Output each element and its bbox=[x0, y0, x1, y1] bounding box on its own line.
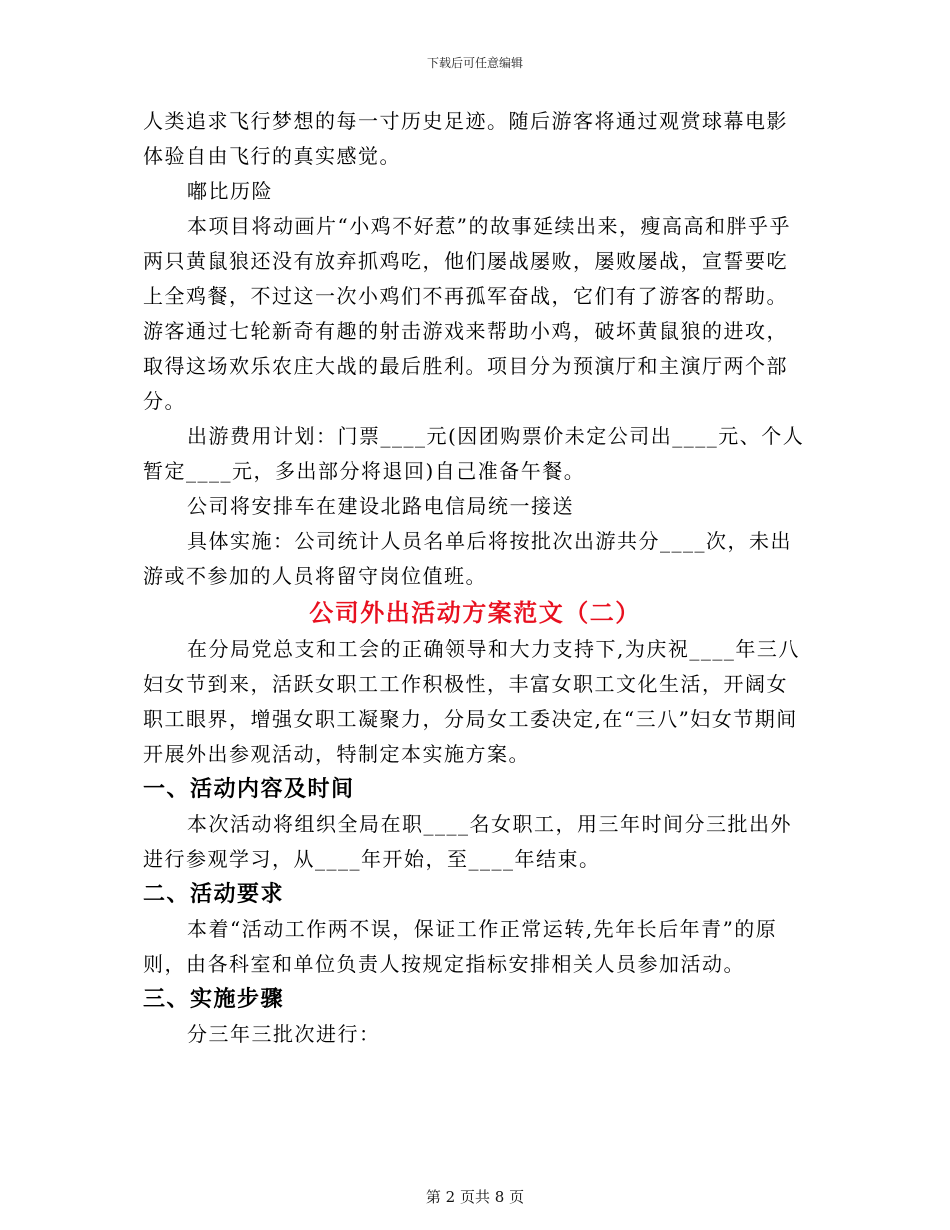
paragraph: 本着“活动工作两不误，保证工作正常运转,先年长后年青”的原则，由各科室和单位负责人按规定指标安排相关人员参加活动。 bbox=[143, 917, 778, 976]
paragraph-cost-plan: 出游费用计划：门票____元(因团购票价未定公司出____元、个人暂定____元，多出部分将退回)自己准备午餐。 bbox=[143, 424, 805, 483]
paragraph: 人类追求飞行梦想的每一寸历史足迹。随后游客将通过观赏球幕电影体验自由飞行的真实感觉。 bbox=[143, 109, 788, 168]
paragraph-implementation: 具体实施：公司统计人员名单后将按批次出游共分____次，未出游或不参加的人员将留守岗位值班。 bbox=[143, 529, 792, 588]
paragraph: 本项目将动画片“小鸡不好惹”的故事延续出来，瘦高高和胖乎乎两只黄鼠狼还没有放弃抓鸡吃，他们屡战屡败，屡败屡战，宣誓要吃上全鸡餐，不过这一次小鸡们不再孤军奋战，它们有了游客的帮助。游客通过七轮新奇有趣的射击游戏来帮助小鸡，破坏黄鼠狼的进攻，取得这场欢乐农庄大战的最后胜利。项目分为预演厅和主演厅两个部分。 bbox=[143, 214, 791, 413]
heading-activity-requirements: 二、活动要求 bbox=[143, 882, 285, 907]
paragraph-transport: 公司将安排车在建设北路电信局统一接送 bbox=[187, 494, 574, 518]
heading-activity-content: 一、活动内容及时间 bbox=[143, 777, 355, 802]
paragraph: 分三年三批次进行： bbox=[187, 1022, 381, 1046]
document-body bbox=[143, 104, 807, 1052]
page-footer: 第 2 页共 8 页 bbox=[425, 1188, 525, 1206]
paragraph-intro: 在分局党总支和工会的正确领导和大力支持下,为庆祝____年三八妇女节到来，活跃女职工工作积极性，丰富女职工文化生活，开阔女职工眼界，增强女职工凝聚力，分局女工委决定,在“三八”妇女节期间开展外出参观活动，特制定本实施方案。 bbox=[143, 637, 800, 766]
subheading-dubi-adventure: 嘟比历险 bbox=[187, 179, 273, 203]
paragraph: 本次活动将组织全局在职____名女职工，用三年时间分三批出外进行参观学习，从____年开始，至____年结束。 bbox=[143, 812, 792, 871]
heading-implementation-steps: 三、实施步骤 bbox=[143, 987, 285, 1012]
section-title: 公司外出活动方案范文（二） bbox=[309, 599, 641, 627]
page-header: 下载后可任意编辑 bbox=[426, 56, 523, 70]
